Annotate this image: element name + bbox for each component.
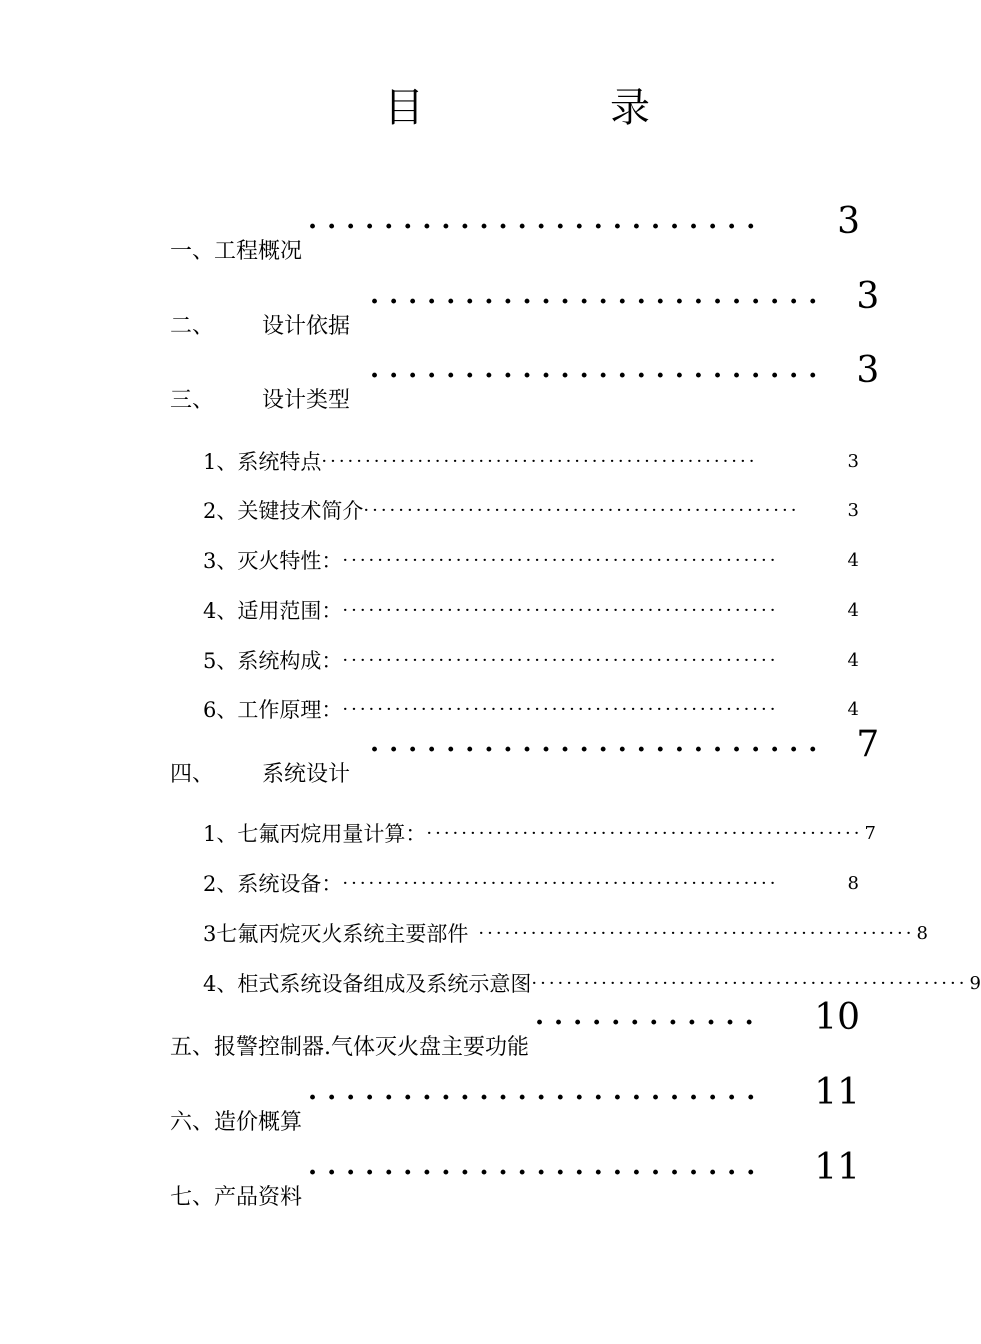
toc-page-number: 3 [856,350,880,391]
toc-entry-number: 三、 [170,388,215,413]
toc-entry-label: 4、柜式系统设备组成及系统示意图 [203,972,532,996]
toc-entry-section-3[interactable] [170,350,880,417]
toc-entry-3-2[interactable] [203,495,859,525]
toc-entry-3-3[interactable] [203,545,859,575]
toc-page-number: 4 [847,650,859,671]
toc-page-number: 3 [856,276,880,317]
toc-page-number: 3 [847,451,859,472]
toc-entry-4-2[interactable] [203,868,859,898]
dot-leader: ·················································· [342,650,779,671]
toc-entry-4-1[interactable] [203,818,876,848]
toc-entry-3-5[interactable] [203,645,859,675]
dot-leader: ············ [535,1008,764,1038]
toc-entry-heading [170,313,350,343]
dot-leader: ·················································· [342,550,779,571]
toc-entry-section-6[interactable] [170,1072,860,1139]
dot-leader: ·················································· [363,500,800,521]
toc-entry-label: 设计依据 [262,314,351,339]
toc-page-number: 8 [916,923,928,944]
toc-page-number: 10 [814,997,860,1038]
page-title [0,82,950,142]
toc-page-number: 7 [864,823,876,844]
toc-entry-section-1[interactable] [170,201,860,268]
toc-entry-3-1[interactable] [203,446,859,476]
toc-entry-section-2[interactable] [170,276,880,343]
toc-page-number: 9 [969,973,981,994]
toc-entry-label: 4、适用范围： [203,599,343,623]
toc-page-number: 8 [847,873,859,894]
dot-leader: ·················································· [531,973,968,994]
toc-entry-section-7[interactable] [170,1147,860,1214]
toc-entry-label: 6、工作原理： [203,698,343,722]
toc-page-number: 3 [837,201,860,242]
toc-entry-number: 四、 [170,762,215,787]
toc-entry-label: 1、系统特点 [203,450,322,474]
toc-entry-section-4[interactable] [170,724,880,791]
toc-entry-label: 一、工程概况 [170,239,303,264]
toc-entry-4-4[interactable] [203,968,981,998]
toc-page-number: 11 [814,1072,860,1113]
toc-entry-3-4[interactable] [203,595,859,625]
dot-leader: ·················································· [342,600,779,621]
dot-leader: ························ [308,1083,766,1113]
toc-entry-label: 3、灭火特性： [203,549,343,573]
toc-page-number: 4 [847,600,859,621]
toc-page-number: 4 [847,550,859,571]
dot-leader: ························ [370,361,828,391]
toc-entry-label: 1、七氟丙烷用量计算： [203,822,427,846]
toc-entry-number: 二、 [170,314,215,339]
toc-entry-heading [170,761,350,791]
dot-leader: ························ [308,212,766,242]
toc-entry-4-3[interactable] [203,918,928,948]
toc-entry-label: 2、关键技术简介 [203,499,364,523]
toc-entry-label: 2、系统设备： [203,872,343,896]
toc-page-number: 11 [814,1147,860,1188]
dot-leader: ························ [370,287,828,317]
dot-leader: ·················································· [342,699,779,720]
toc-entry-label: 5、系统构成： [203,649,343,673]
dot-leader: ························ [370,735,828,765]
dot-leader: ························ [308,1158,766,1188]
dot-leader: ·················································· [478,923,915,944]
toc-page-number: 3 [847,500,859,521]
toc-entry-label: 七、产品资料 [170,1185,303,1210]
toc-entry-label: 3七氟丙烷灭火系统主要部件 [203,922,469,946]
dot-leader: ·················································· [342,873,779,894]
toc-entry-3-6[interactable] [203,694,859,724]
toc-entry-label: 五、报警控制器.气体灭火盘主要功能 [170,1035,529,1060]
toc-page-number: 7 [856,724,880,765]
toc-entry-label: 六、造价概算 [170,1110,303,1135]
title-char-2: 录 [610,85,650,131]
dot-leader: ·················································· [426,823,863,844]
dot-leader: ·················································· [321,451,758,472]
toc-page-number: 4 [847,699,859,720]
title-char-1: 目 [384,85,424,131]
toc-entry-label: 系统设计 [262,762,351,787]
toc-entry-heading [170,387,350,417]
toc-entry-section-5[interactable] [170,997,860,1064]
toc-entry-label: 设计类型 [262,388,351,413]
